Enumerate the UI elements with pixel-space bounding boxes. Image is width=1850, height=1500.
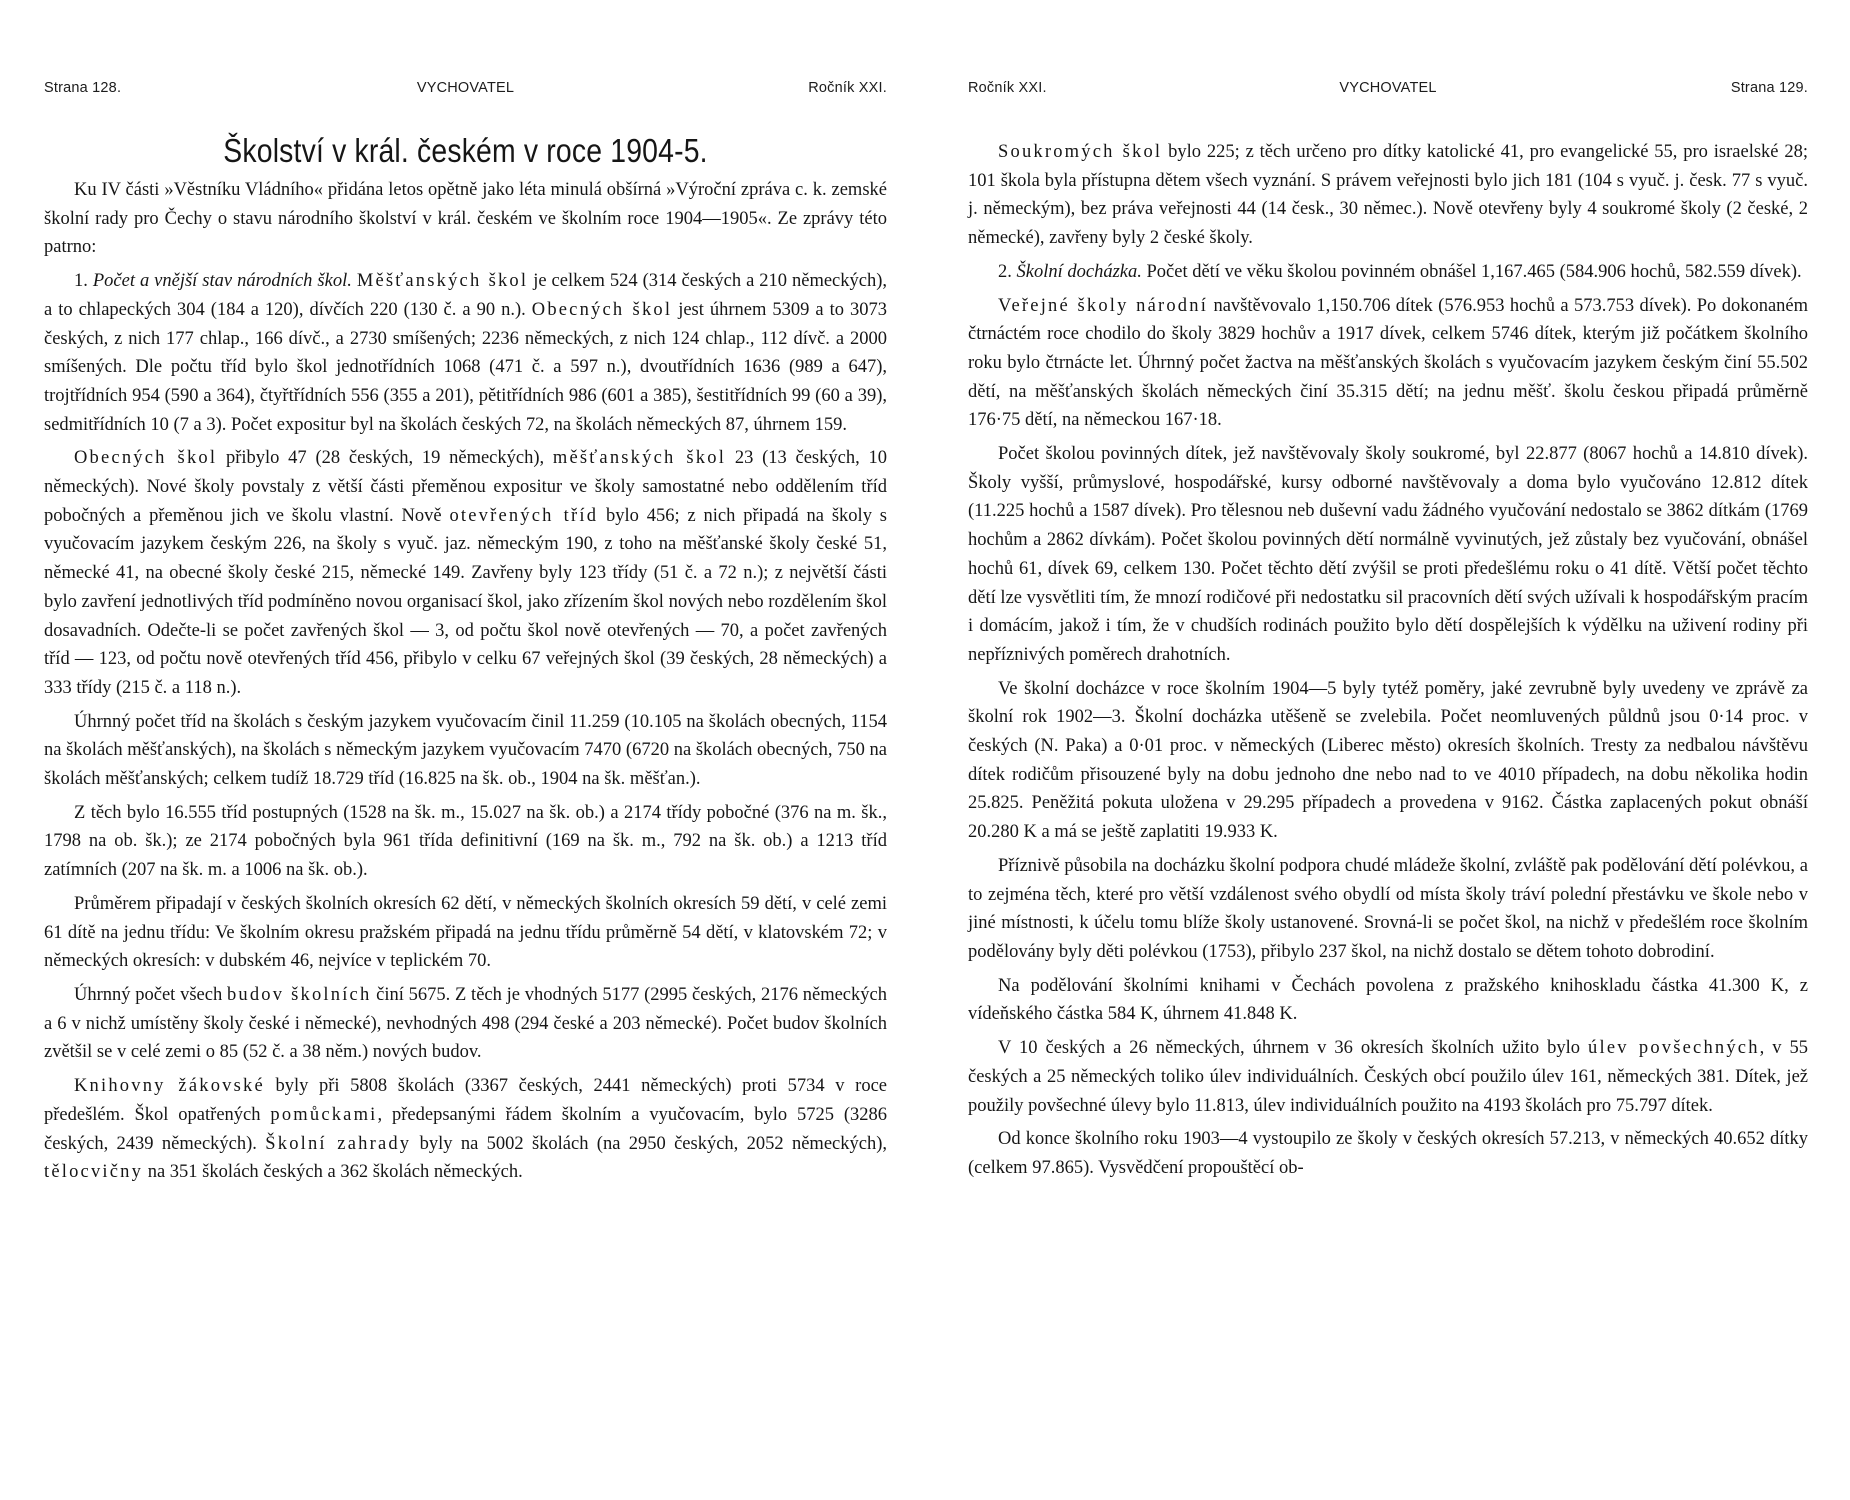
spaced-emphasis: otevřených tříd [449, 505, 599, 526]
text-run: Na podělování školními knihami v Čechách povolena z pražského knihoskladu částka 41.300 K, z vídeňského částka 584 K, úhrnem 41.848 K. [968, 975, 1808, 1025]
text-run: bylo 225; z těch určeno pro dítky katolické 41, pro evangelické 55, pro israelské 28; 101 škola byla přístupna dětem všech vyznání. S právem veřejnosti bylo jich 181 (104 s vyuč. j. česk. 77 s vyuč. j. německým), bez práva veřejnosti 44 (14 česk., 30 němec.). Nově otevřeny byly 4 soukromé školy (2 české, 2 německé), zavřeny byly 2 české školy. [968, 142, 1808, 249]
text-run: Příznivě působila na docházku školní podpora chudé mládeže školní, zvláště pak podělování dětí polévkou, a to zejména těch, které pro větší vzdálenost svého obydlí od místa školy tráví polední přestávku ve škole nebo v jiné místnosti, k účelu tomu blíže školy ustanovené. Srovná-li se počet škol, na nichž v předešlém roce školním podělovány byly děti polévkou (1753), přibylo 237 škol, na nichž dostalo se dětem tohoto dobrodiní. [968, 855, 1808, 962]
spaced-emphasis: pomůckami [270, 1104, 378, 1125]
paragraph [968, 852, 1808, 967]
text-run: Průměrem připadají v českých školních okresích 62 dětí, v německých školních okresích 59 dětí, v celé zemi 61 dítě na jednu třídu: Ve školním okresu pražském připadá na jednu třídu průměrně 54 dětí, v klatovském 72; v německých okresích: v dubském 46, nejvíce v teplickém 70. [44, 893, 887, 972]
spaced-emphasis: budov školních [226, 984, 372, 1005]
paragraph [44, 799, 887, 885]
spaced-emphasis: Školní zahrady [265, 1133, 412, 1154]
right-running-header [968, 80, 1808, 104]
paragraph [968, 972, 1808, 1029]
text-run: Úhrnný počet všech [74, 984, 227, 1005]
text-run: 23 (13 českých, 10 německých). Nové školy povstaly z větší části přeměnou expositur ve školy samostatné nebo oddělením tříd pobočných a přeměnou jich ve školu vlastní. Nově [44, 448, 887, 526]
paragraph [44, 444, 887, 702]
text-run: je celkem 524 (314 českých a 210 německých), a to chlapeckých 304 (184 a 120), dívčích 220 (130 č. a 90 n.). [44, 271, 888, 320]
right-page-number: Strana 129. [1730, 80, 1808, 96]
article-title: Školství v král. českém v roce 1904-5. [223, 132, 708, 169]
left-page-number: Strana 128. [44, 80, 122, 96]
spaced-emphasis: Soukromých škol [998, 142, 1163, 162]
paragraph [44, 981, 887, 1067]
spaced-emphasis: úlev povšechných [1588, 1038, 1760, 1059]
paragraph [968, 138, 1808, 253]
text-run: Ku IV části »Věstníku Vládního« přidána letos opětně jako léta minulá obšírná »Výroční zpráva c. k. zemské školní rady pro Čechy o stavu národního školství v král. českém ve školním roce 1904—1905«. Ze zprávy této patrno: [44, 180, 887, 258]
right-journal-title: VYCHOVATEL [1339, 80, 1437, 96]
text-run: na 351 školách českých a 362 školách německých. [143, 1162, 523, 1183]
italic-heading: Počet a vnější stav národních škol. [92, 271, 352, 292]
spaced-emphasis: měšťanských škol [552, 448, 727, 469]
left-volume: Ročník XXI. [808, 80, 887, 96]
text-run: navštěvovalo 1,150.706 dítek (576.953 hochů a 573.753 dívek). Po dokonaném čtrnáctém roce chodilo do školy 3829 hochův a 1917 dívek, celkem 5746 dítek, kterým již počátkem školního roku bylo čtrnácte let. Úhrnný počet žactva na měšťanských školách s vyučovacím jazykem českým činí 55.502 dětí, na měšťanských školách německých činí 35.315 dětí; na jednu měšť. školu českou připadá průměrně 176·75 dětí, na německou 167·18. [968, 295, 1809, 431]
paragraph [968, 292, 1808, 436]
paragraph [44, 708, 887, 794]
italic-heading: Školní docházka. [1016, 261, 1142, 282]
text-run: Ve školní docházce v roce školním 1904—5 byly tytéž poměry, jaké zevrubně byly uvedeny ve zprávě za školní rok 1902—3. Školní docházka utěšeně se zvelebila. Počet neomluvených půldnů jsou 0·14 proc. v českých (N. Paka) a 0·01 proc. v německých (Liberec město) okresích školních. Tresty za nedbalou návštěvu dítek rodičům přisouzené byly na dobu jednoho dne nebo nad to ve 4010 případech, na dobu několika hodin 25.825. Peněžitá pokuta uložena v 29.295 případech a provedena v 9162. Částka zaplacených pokut obnáší 20.280 K a má se ještě zaplatiti 19.933 K. [968, 678, 1808, 843]
paragraph [968, 440, 1808, 670]
spaced-emphasis: Obecných škol [531, 299, 673, 320]
text-run: přibylo 47 (28 českých, 19 německých), [217, 448, 553, 469]
spaced-emphasis: Obecných škol [74, 448, 218, 469]
left-journal-title: VYCHOVATEL [416, 80, 515, 96]
right-volume: Ročník XXI. [968, 80, 1047, 96]
text-run: , předepsanými řádem školním a vyučovacím, bylo 5725 (3286 českých, 2439 německých). [44, 1104, 888, 1154]
spaced-emphasis: tělocvičny [44, 1162, 144, 1183]
text-run: 2. [998, 261, 1017, 282]
text-run: V 10 českých a 26 německých, úhrnem v 36 okresích školních užito bylo [998, 1038, 1589, 1059]
paragraph [44, 267, 887, 439]
right-page-body [968, 138, 1808, 1188]
text-run: byly při 5808 školách (3367 českých, 2441 německých) proti 5734 v roce předešlém. Škol opatřených [44, 1076, 887, 1125]
text-run: Počet dětí ve věku školou povinném obnášel 1,167.465 (584.906 hochů, 582.559 dívek). [1141, 261, 1802, 282]
paragraph [44, 176, 887, 262]
paragraph [44, 1072, 887, 1187]
paragraph [968, 1125, 1808, 1182]
text-run: bylo 456; z nich připadá na školy s vyučovacím jazykem českým 226, na školy s vyuč. jaz. německým 190, z toho na měšťanské školy české 51, německé 41, na obecné školy české 215, německé 149. Zavřeny byly 123 třídy (51 č. a 72 n.); z největší části bylo zavření jednotlivých tříd podmíněno novou organisací škol, jako zřízením škol nových nebo rozdělením škol dosavadních. Odečte-li se počet zavřených škol — 3, od počtu škol nově otevřených — 70, a počet zavřených tříd — 123, od počtu nově otevřených tříd 456, přibylo v celku 67 veřejných škol (39 českých, 28 německých) a 333 třídy (215 č. a 118 n.). [44, 505, 887, 698]
text-run: jest úhrnem 5309 a to 3073 českých, z nich 177 chlap., 166 dívč., a 2730 smíšených; 2236 německých, z nich 124 chlap., 112 dívč. a 2000 smíšených. Dle počtu tříd bylo škol jednotřídních 1068 (471 č. a 597 n.), dvoutřídních 1636 (989 a 647), trojtřídních 954 (590 a 364), čtyřtřídních 556 (355 a 201), pětitřídních 986 (601 a 385), šestitřídních 99 (60 a 39), sedmitřídních 10 (7 a 3). Počet expositur byl na školách českých 72, na školách německých 87, úhrnem 159. [44, 299, 887, 435]
text-run: byly na 5002 školách (na 2950 českých, 2052 německých), [411, 1133, 887, 1154]
spaced-emphasis: Knihovny žákovské [74, 1076, 265, 1097]
left-page-body [44, 176, 887, 1192]
paragraph [44, 890, 887, 976]
text-run: Od konce školního roku 1903—4 vystoupilo ze školy v českých okresích 57.213, v německých 40.652 dítky (celkem 97.865). Vysvědčení propouštěcí ob- [968, 1129, 1808, 1178]
text-run: činí 5675. Z těch je vhodných 5177 (2995 českých, 2176 německých a 6 v nichž umístěny školy české i německé), nevhodných 498 (294 české a 203 německé). Počet budov školních zvětšil se v celé zemi o 85 (52 č. a 38 něm.) nových budov. [44, 984, 887, 1063]
text-run: Úhrnný počet tříd na školách s českým jazykem vyučovacím činil 11.259 (10.105 na školách obecných, 1154 na školách měšťanských), na školách s německým jazykem vyučovacím 7470 (6720 na školách obecných, 750 na školách měšťanských; celkem tudíž 18.729 tříd (16.825 na šk. ob., 1904 na šk. měšťan.). [44, 711, 887, 790]
spaced-emphasis: Měšťanských škol [356, 271, 529, 292]
paragraph [968, 675, 1808, 847]
text-run: , v 55 českých a 25 německých toliko úlev individuálních. Českých obcí použilo úlev 161, německých 381. Dítek, jež použily povšechné úlevy bylo 11.813, úlev individuálních použito na 4193 školách pro 75.797 dítek. [968, 1038, 1809, 1116]
text-run: 1. [74, 271, 93, 292]
left-running-header [44, 80, 887, 104]
paragraph [968, 258, 1808, 287]
text-run: Počet školou povinných dítek, jež navštěvovaly školy soukromé, byl 22.877 (8067 hochů a 14.810 dívek). Školy vyšší, průmyslové, hospodářské, kursy odborné navštěvovaly a doma bylo vyučováno 12.812 dítek (11.225 hochů a 1587 dívek). Pro tělesnou neb duševní vadu žádného vyučování nedostalo se 3862 dítkám (1769 hochům a 2862 dívkám). Počet školou povinných dětí normálně vyvinutých, jež zůstaly bez vyučování, obnášel hochů 61, dívek 69, celkem 130. Počet těchto dětí zvýšil se proti předešlému roku o 41 dítě. Větší počet těchto dětí lze vysvětliti tím, že mnozí rodičové při nedostatku sil pracovních dětí svých užívali k hospodářským pracím i domácím, jakož i tím, že v chudších rodinách použito bylo dětí dospělejších k výdělku na uživení rodiny při nepříznivých poměrech drahotních. [968, 444, 1808, 665]
text-run: Z těch bylo 16.555 tříd postupných (1528 na šk. m., 15.027 na šk. ob.) a 2174 třídy pobočné (376 na m. šk., 1798 na ob. šk.); ze 2174 pobočných byla 961 třída definitivní (169 na šk. m., 792 na šk. ob.) a 1213 tříd zatímních (207 na šk. m. a 1006 na šk. ob.). [44, 802, 887, 881]
spaced-emphasis: Veřejné školy národní [998, 295, 1209, 316]
paragraph [968, 1034, 1808, 1120]
